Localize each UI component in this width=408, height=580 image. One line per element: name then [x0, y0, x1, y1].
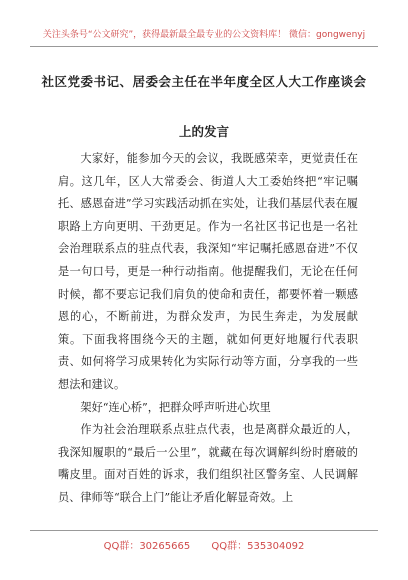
document-subtitle: 上的发言 — [178, 124, 229, 139]
paragraph: 作为社会治理联系点驻点代表，也是离群众最近的人，我深知履职的“最后一公里”，就藏在每次调解纠纷时磨破的嘴皮里。面对百姓的诉求，我们组织社区警务室、人民调解员、律师等“联合上门”能让矛盾化解显奇效。上 — [58, 423, 358, 504]
document-body — [58, 148, 358, 510]
header-banner: 关注头条号“公文研究”，获得最新最全最专业的公文资料库！ 微信：gongwenyj — [30, 24, 378, 47]
footer — [30, 530, 378, 552]
section-heading: 架好“连心桥”，把群众呼声听进心坎里 — [80, 400, 271, 414]
paragraph: 大家好，能参加今天的会议，我既感荣幸，更觉责任在肩。这几年，区人大常委会、街道人大工委始终把“牢记嘱托、感恩奋进”学习实践活动抓在实处，让我们基层代表在履职路上方向更明、干劲更足。作为一名社区书记也是一名社会治理联系点的驻点代表，我深知“牢记嘱托感恩奋进”不仅是一句口号，更是一种行动指南。他提醒我们，无论在任何时候，都不要忘记我们肩负的使命和责任，都要怀着一颗感恩的心，不断前进，为群众发声，为民生奔走，为发展献策。下面我将围绕今天的主题，就如何更好地履行代表职责、如何将学习成果转化为实际行动等方面，分享我的一些想法和建议。 — [58, 152, 358, 391]
qq-group-2: QQ群：535304092 — [211, 541, 305, 552]
qq-group-1: QQ群：30265665 — [103, 541, 191, 552]
document-title: 社区党委书记、居委会主任在半年度全区人大工作座谈会 — [41, 74, 367, 89]
